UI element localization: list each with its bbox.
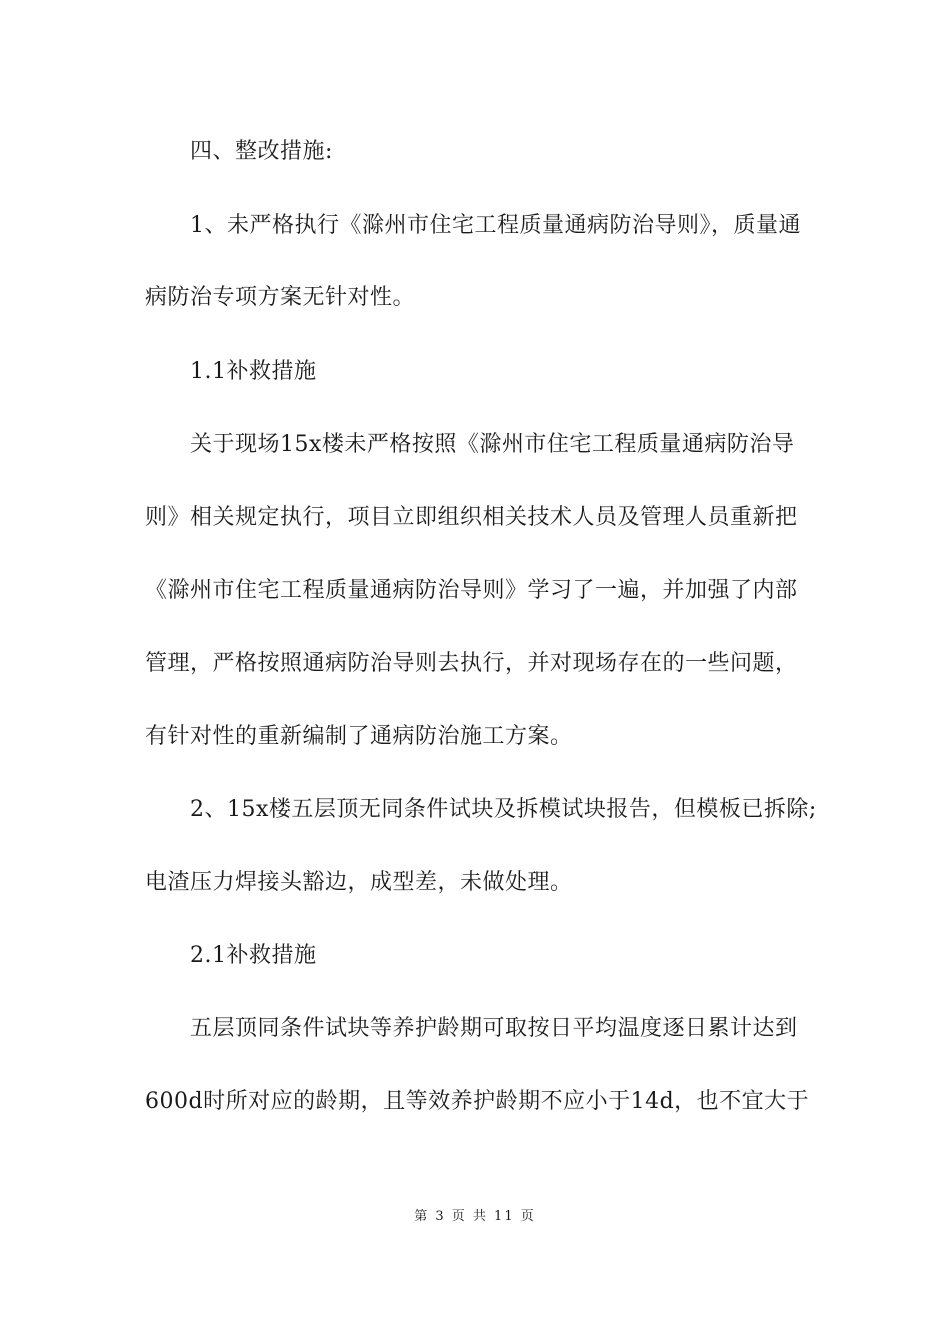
page-number-footer: 第 3 页 共 11 页 [414, 1209, 536, 1224]
paragraph-line: 病防治专项方案无针对性。 [145, 285, 416, 310]
subsection-heading: 2.1补救措施 [190, 943, 317, 968]
paragraph-line: 2、15x楼五层顶无同条件试块及拆模试块报告，但模板已拆除; [190, 797, 817, 822]
paragraph-line: 600d时所对应的龄期，且等效养护龄期不应小于14d，也不宜大于 [145, 1089, 810, 1114]
subsection-heading: 1.1补救措施 [190, 359, 317, 384]
paragraph-line: 1、未严格执行《滁州市住宅工程质量通病防治导则》，质量通 [190, 213, 801, 238]
paragraph-line: 则》相关规定执行，项目立即组织相关技术人员及管理人员重新把 [145, 505, 798, 530]
paragraph-line: 电渣压力焊接头豁边，成型差，未做处理。 [145, 870, 573, 895]
paragraph-line: 管理，严格按照通病防治导则去执行，并对现场存在的一些问题， [145, 651, 798, 676]
paragraph-line: 有针对性的重新编制了通病防治施工方案。 [145, 724, 573, 749]
paragraph-line: 五层顶同条件试块等养护龄期可取按日平均温度逐日累计达到 [190, 1016, 798, 1041]
section-heading: 四、整改措施: [190, 139, 333, 164]
paragraph-line: 关于现场15x楼未严格按照《滁州市住宅工程质量通病防治导 [190, 432, 795, 457]
paragraph-line: 《滁州市住宅工程质量通病防治导则》学习了一遍，并加强了内部 [145, 578, 798, 603]
